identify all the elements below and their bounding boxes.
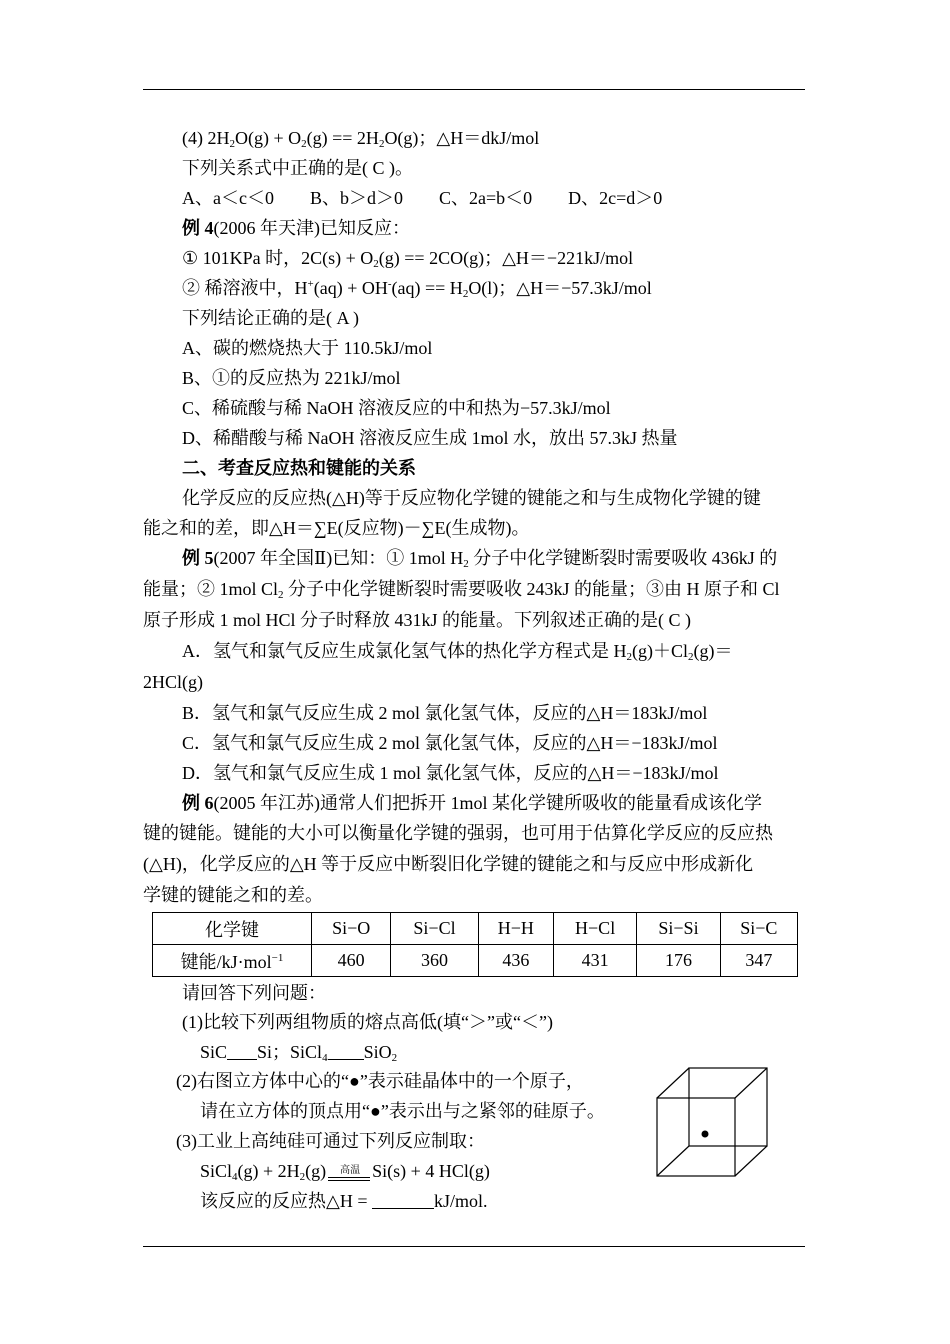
table-cell: 436 — [478, 945, 553, 977]
table-cell: 176 — [637, 945, 720, 977]
paragraph-line: 化学反应的反应热(△H)等于反应物化学键的键能之和与生成物化学键的键 — [182, 488, 761, 508]
answer-blank[interactable] — [372, 1192, 434, 1209]
table-header-cell: 化学键 — [153, 913, 312, 945]
table-header-cell: Si−C — [720, 913, 797, 945]
question-line: 下列关系式中正确的是( C )。 — [182, 158, 413, 178]
top-rule — [143, 89, 805, 90]
equation-4: (4) $2H_2O(g) + O_2(g) == 2H_2O(g)$；△H＝dkJ/mol — [182, 128, 540, 150]
paragraph-line: 学键的键能之和的差。 — [143, 885, 323, 905]
question-3: (3)工业上高纯硅可通过下列反应制取： — [176, 1131, 485, 1151]
table-header-cell: Si−Si — [637, 913, 720, 945]
paragraph-line: 原子形成 1 mol HCl 分子时释放 431kJ 的能量。下列叙述正确的是( C ) — [143, 610, 692, 630]
condition-arrow: 高温 — [326, 1160, 372, 1182]
table-header-cell: H−Cl — [553, 913, 636, 945]
question-line-2: 下列结论正确的是( A ) — [182, 308, 359, 328]
reaction-1: ① 101KPa 时，$2C(s) + O_2(g) == 2CO(g)$；△H＝−221kJ/mol — [182, 248, 634, 270]
option-c: C、稀硫酸与稀 NaOH 溶液反应的中和热为−57.3kJ/mol — [182, 398, 611, 418]
table-cell: 360 — [391, 945, 478, 977]
table-header-cell: Si−Cl — [391, 913, 478, 945]
options-line: A、a＜c＜0 B、b＞d＞0 C、2a=b＜0 D、2c=d＞0 — [182, 188, 663, 208]
table-cell: 431 — [553, 945, 636, 977]
table-row-label: 键能/kJ·mol$^{-1}$ — [153, 945, 312, 977]
paragraph-line: 键的键能。键能的大小可以衡量化学键的强弱，也可用于估算化学反应的反应热 — [143, 823, 773, 843]
center-atom-dot — [702, 1131, 709, 1138]
example-5-heading: 例 5(2007 年全国Ⅱ)已知：① 1mol $H_2$ 分子中化学键断裂时需要吸收 436kJ 的 — [182, 548, 778, 570]
option-a: A、碳的燃烧热大于 110.5kJ/mol — [182, 338, 433, 358]
option-a: A．氢气和氯气反应生成氯化氢气体的热化学方程式是 $H_2(g)+Cl_2(g)=$ — [182, 641, 733, 663]
table-cell: 460 — [312, 945, 391, 977]
answer-blank[interactable] — [227, 1043, 257, 1060]
option-b: B、①的反应热为 221kJ/mol — [182, 368, 401, 388]
answer-blank[interactable] — [328, 1043, 364, 1060]
paragraph-line: (△H)，化学反应的△H 等于反应中断裂旧化学键的键能之和与反应中形成新化 — [143, 854, 754, 874]
question-3-equation: SiCl$_4$(g) + $2H_2(g)$ 高温 Si(s) + 4 HCl(g) — [200, 1161, 490, 1183]
option-b: B．氢气和氯气反应生成 2 mol 氯化氢气体，反应的△H＝183kJ/mol — [182, 703, 708, 723]
question-1-blanks: SiC Si；SiCl$_4$ SiO$_2$ — [200, 1042, 398, 1064]
table-cell: 347 — [720, 945, 797, 977]
reaction-2: ② 稀溶液中，$H^+(aq) + OH^-(aq) == H_2O(l)$；△H＝−57.3kJ/mol — [182, 278, 652, 300]
option-d: D、稀醋酸与稀 NaOH 溶液反应生成 1mol 水，放出 57.3kJ 热量 — [182, 428, 678, 448]
table-header-cell: Si−O — [312, 913, 391, 945]
table-row — [153, 913, 798, 945]
section-heading: 二、考查反应热和键能的关系 — [182, 458, 416, 478]
bottom-rule — [143, 1246, 805, 1247]
table-row — [153, 945, 798, 977]
table-header-cell: H−H — [478, 913, 553, 945]
bond-energy-table — [152, 912, 798, 977]
question-2: (2)右图立方体中心的“●”表示硅晶体中的一个原子， — [176, 1071, 584, 1091]
question-2-line-2: 请在立方体的顶点用“●”表示出与之紧邻的硅原子。 — [200, 1101, 605, 1121]
question-1: (1)比较下列两组物质的熔点高低(填“＞”或“＜”) — [182, 1012, 553, 1032]
question-intro: 请回答下列问题： — [182, 983, 326, 1003]
option-d: D．氢气和氯气反应生成 1 mol 氯化氢气体，反应的△H＝−183kJ/mol — [182, 763, 719, 783]
example-6-heading: 例 6(2005 年江苏)通常人们把拆开 1mol 某化学键所吸收的能量看成该化学 — [182, 793, 762, 813]
paragraph-line: 2HCl(g) — [143, 672, 203, 692]
option-c: C．氢气和氯气反应生成 2 mol 氯化氢气体，反应的△H＝−183kJ/mol — [182, 733, 718, 753]
question-4: 该反应的反应热△H = kJ/mol. — [200, 1191, 488, 1211]
cube-diagram — [655, 1066, 771, 1178]
example-4-heading: 例 4(2006 年天津)已知反应： — [182, 218, 410, 238]
paragraph-line: 能之和的差，即△H＝∑E(反应物)－∑E(生成物)。 — [143, 518, 530, 538]
paragraph-line: 能量；② 1mol $Cl_2$ 分子中化学键断裂时需要吸收 243kJ 的能量；③由 H 原子和 Cl — [143, 579, 780, 601]
